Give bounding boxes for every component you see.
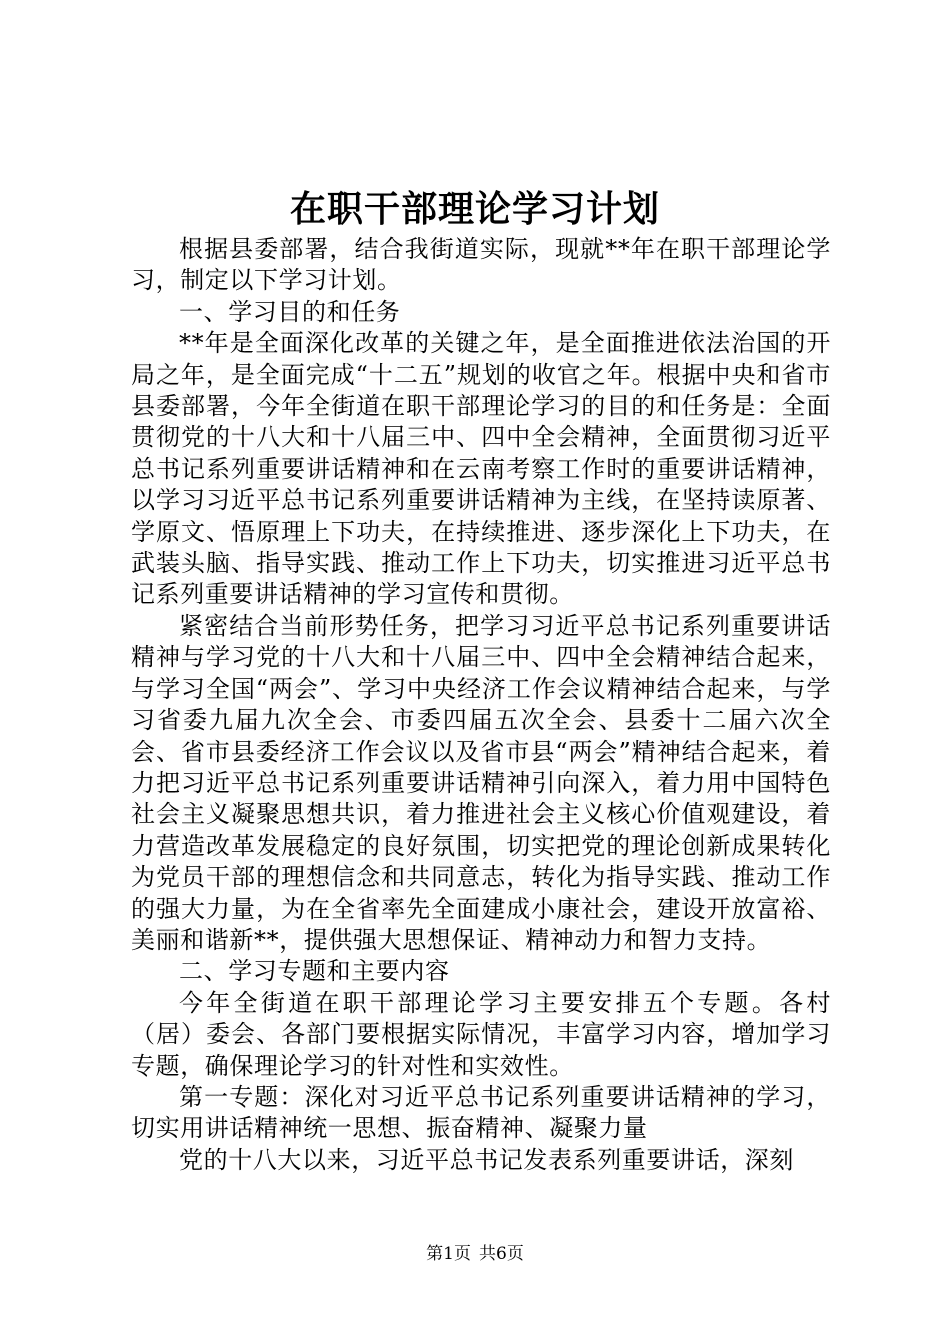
- page-footer: [0, 1242, 950, 1266]
- page-total: 共6页: [479, 1244, 524, 1264]
- intro-paragraph: 根据县委部署，结合我街道实际，现就**年在职干部理论学习，制定以下学习计划。: [131, 235, 831, 295]
- body-paragraph: 党的十八大以来，习近平总书记发表系列重要讲话，深刻: [179, 1145, 794, 1174]
- body-paragraph: **年是全面深化改革的关键之年，是全面推进依法治国的开局之年，是全面完成“十二五”规划的收官之年。根据中央和省市县委部署，今年全街道在职干部理论学习的目的和任务是：全面贯彻党的十八大和十八届三中、四中全会精神，全面贯彻习近平总书记系列重要讲话精神和在云南考察工作时的重要讲话精神，以学习习近平总书记系列重要讲话精神为主线，在坚持读原著、学原文、悟原理上下功夫，在持续推进、逐步深化上下功夫，在武装头脑、指导实践、推动工作上下功夫，切实推进习近平总书记系列重要讲话精神的学习宣传和贯彻。: [131, 329, 831, 609]
- document-body: [131, 234, 831, 1176]
- body-paragraph: 紧密结合当前形势任务，把学习习近平总书记系列重要讲话精神与学习党的十八大和十八届三中、四中全会精神结合起来，与学习全国“两会”、学习中央经济工作会议精神结合起来，与学习省委九届九次全会、市委四届五次全会、县委十二届六次全会、省市县委经济工作会议以及省市县“两会”精神结合起来，着力把习近平总书记系列重要讲话精神引向深入，着力用中国特色社会主义凝聚思想共识，着力推进社会主义核心价值观建设，着力营造改革发展稳定的良好氛围，切实把党的理论创新成果转化为党员干部的理想信念和共同意志，转化为指导实践、推动工作的强大力量，为在全省率先全面建成小康社会，建设开放富裕、美丽和谐新**，提供强大思想保证、精神动力和智力支持。: [131, 611, 831, 954]
- section-heading-1: 一、学习目的和任务: [179, 297, 401, 326]
- section-heading-2: 二、学习专题和主要内容: [179, 957, 450, 986]
- topic-heading-1: 第一专题：深化对习近平总书记系列重要讲话精神的学习，切实用讲话精神统一思想、振奋精神、凝聚力量: [131, 1082, 831, 1143]
- document-title: 在职干部理论学习计划: [289, 188, 660, 230]
- body-paragraph: 今年全街道在职干部理论学习主要安排五个专题。各村（居）委会、各部门要根据实际情况，丰富学习内容，增加学习专题，确保理论学习的针对性和实效性。: [131, 988, 831, 1080]
- page-number: 第1页: [426, 1244, 471, 1264]
